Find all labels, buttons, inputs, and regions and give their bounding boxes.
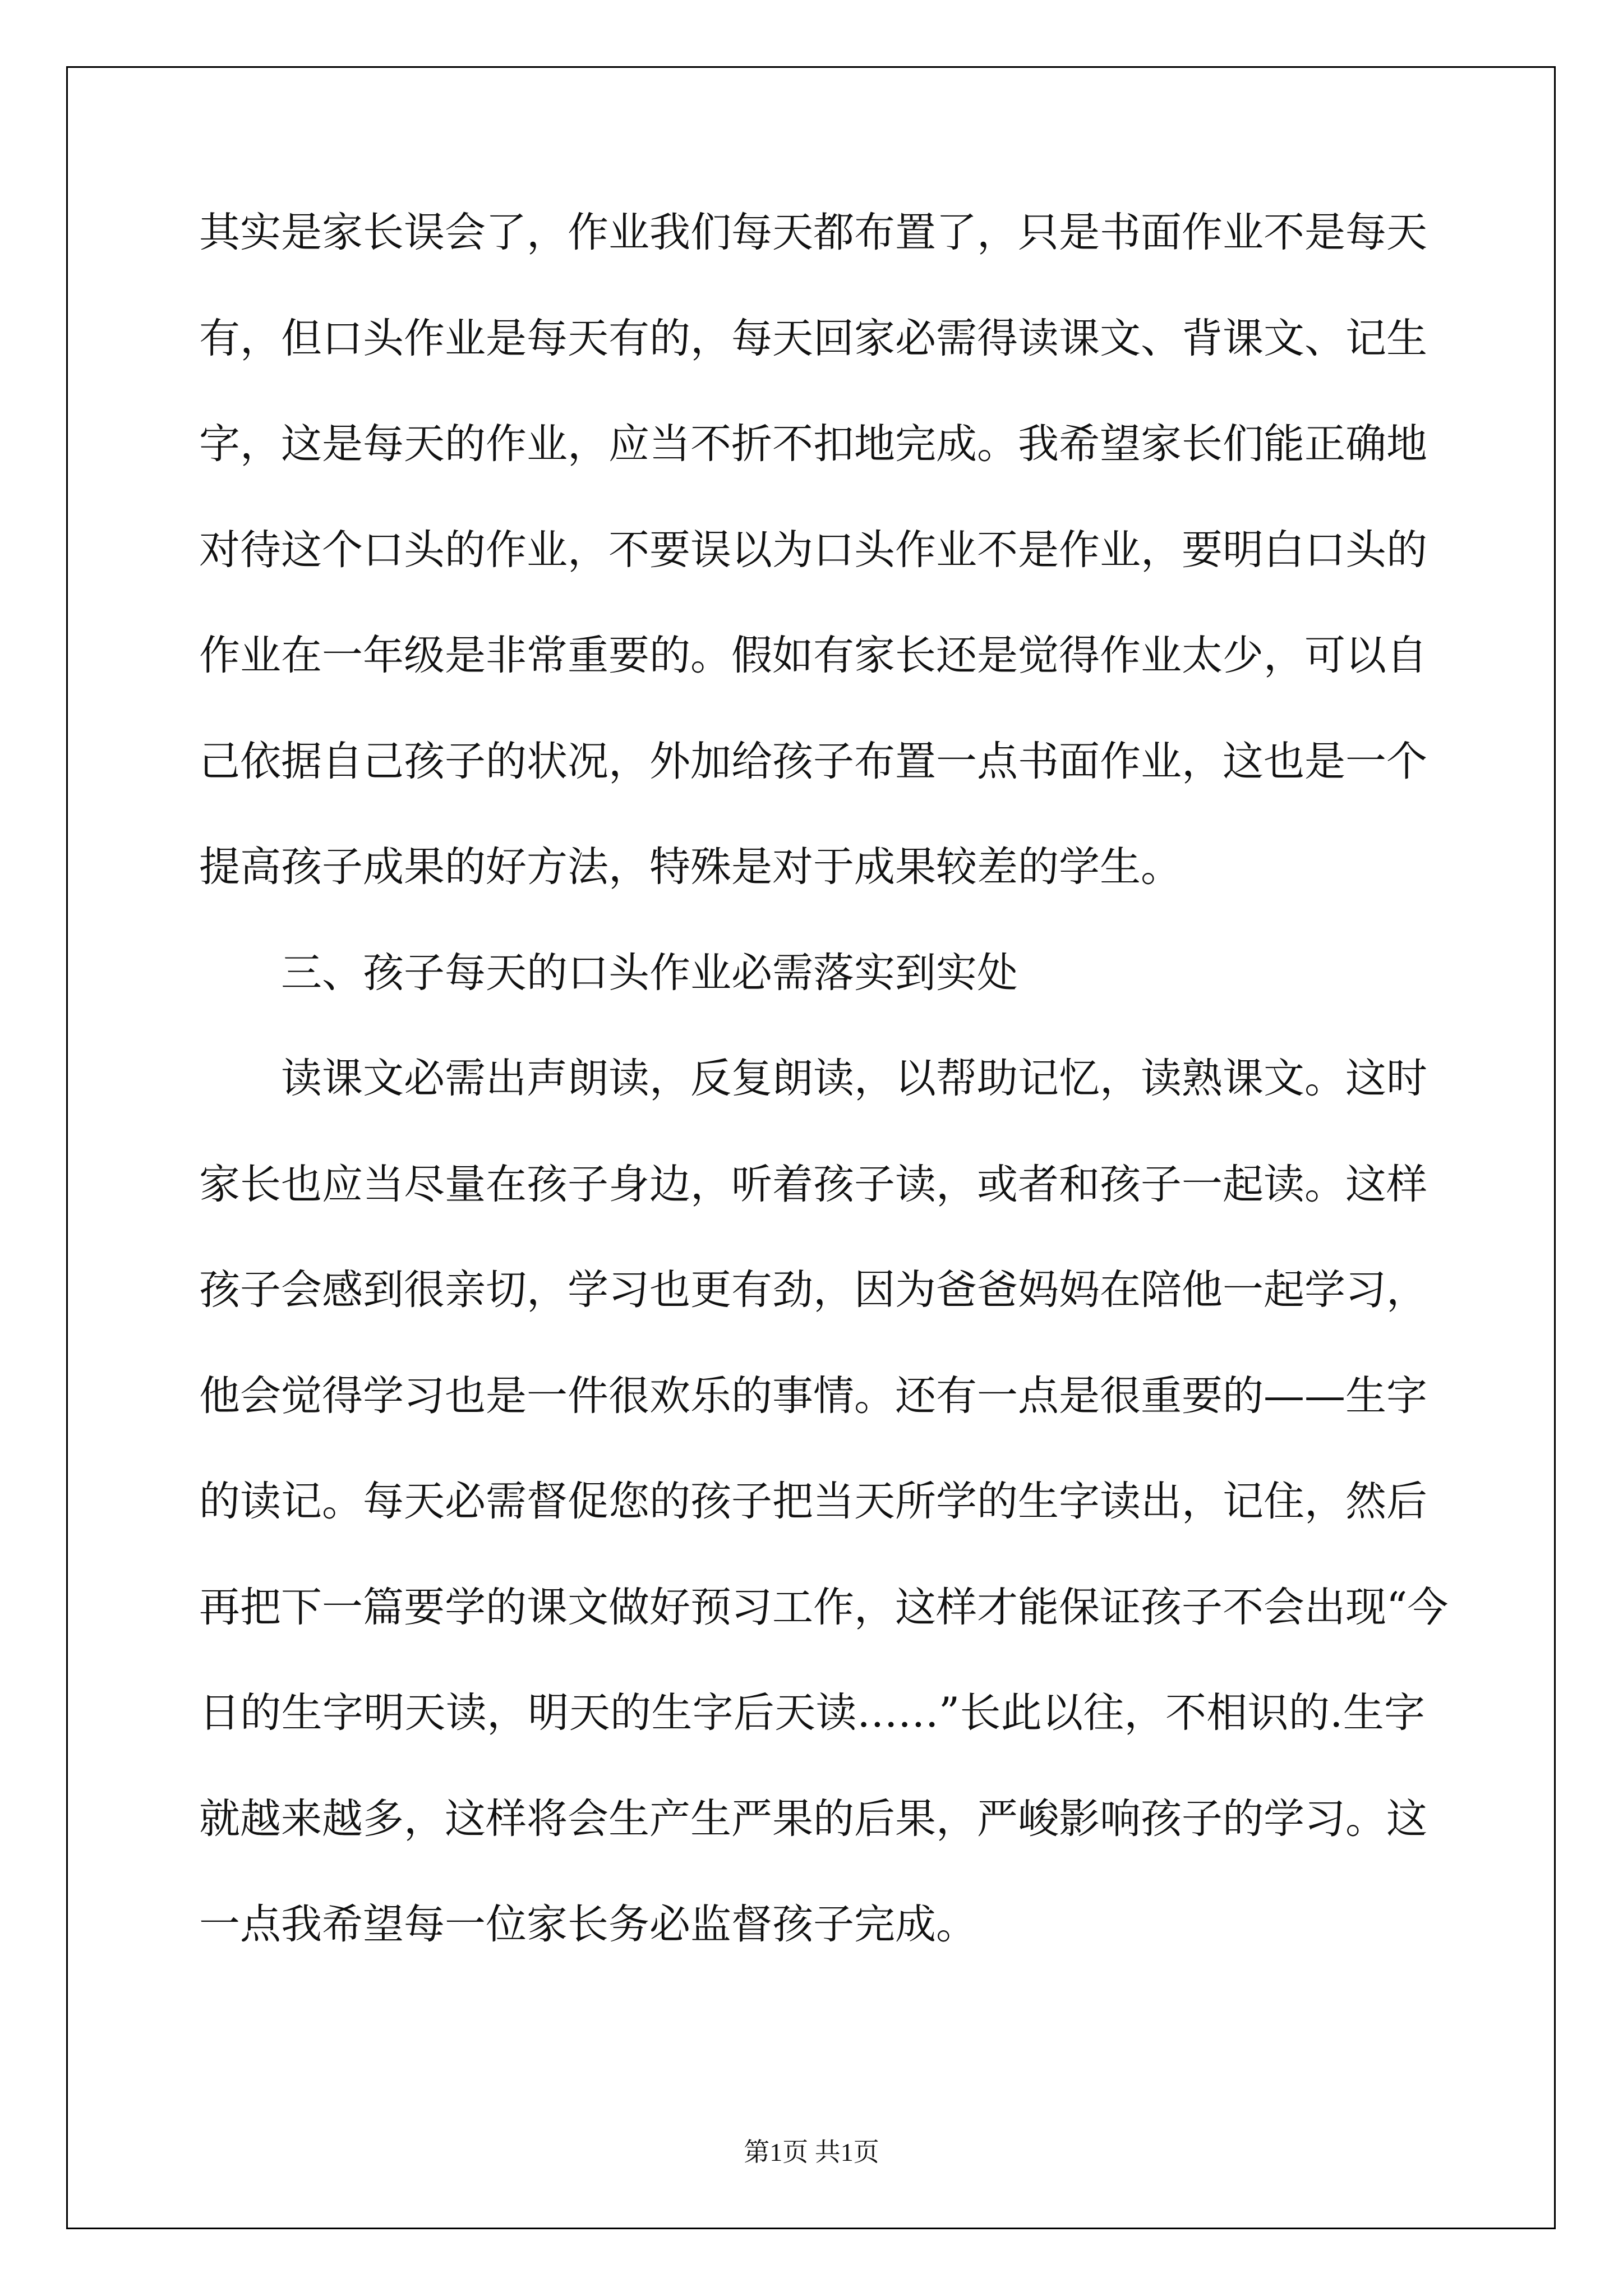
- section-heading: 三、孩子每天的口头作业必需落实到实处: [281, 949, 1018, 997]
- text-line: 他会觉得学习也是一件很欢乐的事情。还有一点是很重要的——生字: [199, 1372, 1427, 1420]
- text-line: 日的生字明天读，明天的生字后天读……”长此以往，不相识的.生字: [199, 1689, 1425, 1737]
- text-line: 孩子会感到很亲切，学习也更有劲，因为爸爸妈妈在陪他一起学习，: [199, 1266, 1427, 1314]
- text-line: 有，但口头作业是每天有的，每天回家必需得读课文、背课文、记生: [199, 314, 1427, 362]
- text-line: 就越来越多，这样将会生产生严果的后果，严峻影响孩子的学习。这: [199, 1795, 1427, 1843]
- page-footer: 第1页 共1页: [744, 2138, 879, 2166]
- text-line: 字，这是每天的作业，应当不折不扣地完成。我希望家长们能正确地: [199, 420, 1427, 468]
- text-line: 提高孩子成果的好方法，特殊是对于成果较差的学生。: [199, 843, 1182, 891]
- text-line: 再把下一篇要学的课文做好预习工作，这样才能保证孩子不会出现“今: [199, 1583, 1449, 1631]
- text-line: 其实是家长误会了，作业我们每天都布置了，只是书面作业不是每天: [199, 209, 1427, 256]
- text-line: 作业在一年级是非常重要的。假如有家长还是觉得作业太少，可以自: [199, 632, 1427, 679]
- text-line: 对待这个口头的作业，不要误以为口头作业不是作业，要明白口头的: [199, 526, 1427, 574]
- text-line: 的读记。每天必需督促您的孩子把当天所学的生字读出，记住，然后: [199, 1478, 1427, 1525]
- text-line: 读课文必需出声朗读，反复朗读，以帮助记忆，读熟课文。这时: [281, 1055, 1427, 1102]
- text-line: 家长也应当尽量在孩子身边，听着孩子读，或者和孩子一起读。这样: [199, 1160, 1427, 1208]
- text-line: 己依据自己孩子的状况，外加给孩子布置一点书面作业，这也是一个: [199, 737, 1427, 785]
- text-line: 一点我希望每一位家长务必监督孩子完成。: [199, 1901, 977, 1948]
